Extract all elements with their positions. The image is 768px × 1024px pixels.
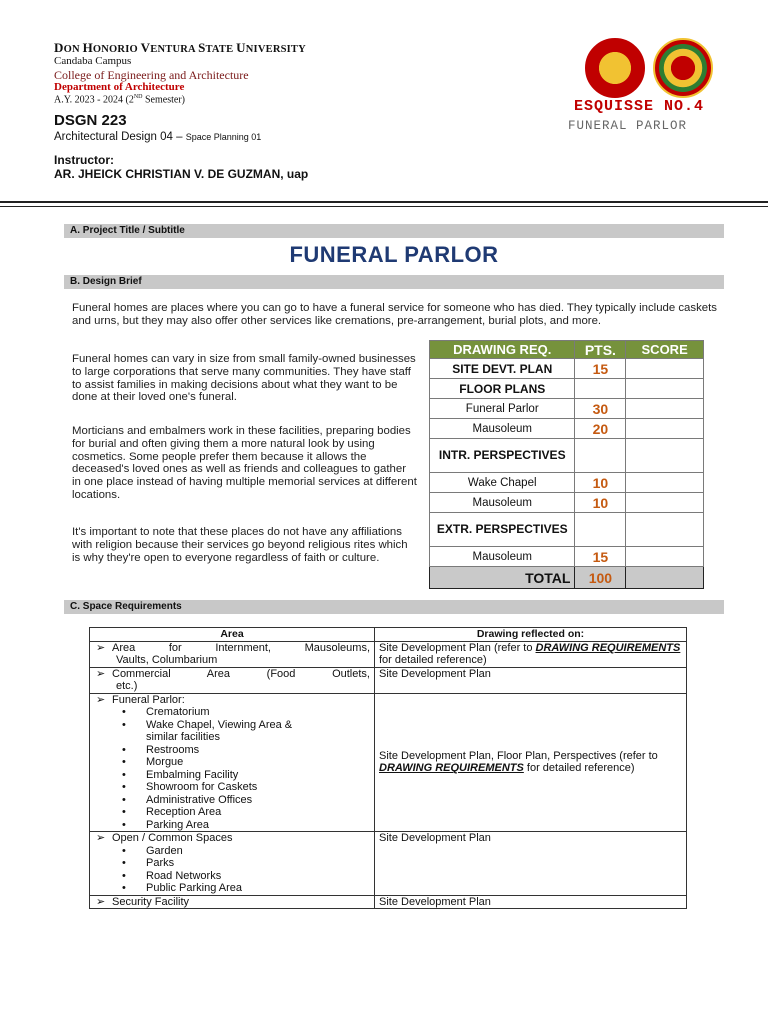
section-b-bar: B. Design Brief — [64, 275, 724, 289]
list-item: • Embalming Facility — [94, 769, 370, 782]
brief-paragraph-1: Funeral homes are places where you can go to have a funeral service for someone who has died. They typically include caskets and urns, but they may also offer other services like cremations, pre-arrangement, burial plots, and more. — [72, 302, 717, 327]
list-item: • Wake Chapel, Viewing Area & — [94, 719, 370, 732]
project-title: FUNERAL PARLOR — [289, 242, 499, 267]
list-item-continued: similar facilities — [146, 731, 220, 743]
sr-row-drawing: Site Development Plan (refer to DRAWING REQUIREMENTS for detailed reference) — [375, 641, 687, 667]
arrow-icon: ➢ — [96, 667, 106, 680]
dr-row-score — [626, 547, 704, 567]
header-divider-thin — [0, 206, 768, 207]
list-item: • Administrative Offices — [94, 794, 370, 807]
dr-row-score — [626, 493, 704, 513]
brief-paragraph-3: Morticians and embalmers work in these facilities, preparing bodies for burial and often giving them a more natural look by using cosmetics. Some people prefer them because it allows the deceased's loved ones as well as friends and colleagues to gather in one place instead of having multiple memorial services at different locations. — [72, 425, 417, 501]
dr-row-label: Mausoleum — [430, 493, 575, 513]
sr-row-area: ➢ Area for Internment, Mausoleums, Vaults, Columbarium — [90, 641, 375, 667]
list-item: • Parking Area — [94, 819, 370, 832]
academic-year: A.Y. 2023 - 2024 (2ND Semester) — [54, 94, 185, 106]
dr-header-pts: PTS. — [575, 341, 626, 359]
dr-row-pts — [575, 379, 626, 399]
sr-row-area: ➢ Security Facility — [90, 895, 375, 909]
sr-row-area: ➢ Open / Common Spaces • Garden • Parks • Road Networks • Public Parking Area — [90, 832, 375, 896]
dr-row-label: Wake Chapel — [430, 473, 575, 493]
course-title: Architectural Design 04 – Space Planning 01 — [54, 131, 262, 143]
dr-row-pts: 10 — [575, 493, 626, 513]
dr-row-score — [626, 419, 704, 439]
space-requirements-table — [89, 627, 687, 909]
dr-row-score — [626, 359, 704, 379]
college: College of Engineering and Architecture — [54, 68, 249, 82]
sr-row-drawing: Site Development Plan — [375, 832, 687, 896]
arrow-icon: ➢ — [96, 832, 106, 844]
dr-row-label: Mausoleum — [430, 547, 575, 567]
sr-header-drawing: Drawing reflected on: — [375, 628, 687, 642]
esquisse-subtitle: FUNERAL PARLOR — [568, 119, 688, 133]
brief-paragraph-4: It's important to note that these places do not have any affiliations with religion because their services go beyond religious rites which is why they're open to everyone regardless of faith or culture. — [72, 526, 408, 564]
university-name: DON HONORIO VENTURA STATE UNIVERSITY — [54, 40, 306, 55]
dr-row-score — [626, 513, 704, 547]
campus: Candaba Campus — [54, 55, 132, 67]
list-item: • Road Networks — [94, 870, 370, 883]
list-item: • Morgue — [94, 756, 370, 769]
brief-paragraph-2: Funeral homes can vary in size from small family-owned businesses to large corporations that serve many communities. They have staff to assist families in making decisions about what they want to be done at their loved one's funeral. — [72, 353, 416, 404]
dr-row-label: Mausoleum — [430, 419, 575, 439]
university-seal-icon — [653, 38, 713, 98]
dr-total-label: TOTAL — [430, 567, 575, 589]
dr-row-label: FLOOR PLANS — [430, 379, 575, 399]
dr-row-score — [626, 379, 704, 399]
instructor-label: Instructor: — [54, 153, 114, 167]
list-item: • Public Parking Area — [94, 882, 370, 895]
dr-total-pts: 100 — [575, 567, 626, 589]
drawing-requirements-table — [429, 340, 704, 589]
section-c-bar: C. Space Requirements — [64, 600, 724, 614]
sr-row-area: ➢ Funeral Parlor: • Crematorium • Wake Chapel, Viewing Area & similar facilities • Restrooms • Morgue • Embalming Facility • Showroom for Caskets • Administrative Offices • Reception Area • Parking Area — [90, 693, 375, 832]
section-a-bar: A. Project Title / Subtitle — [64, 224, 724, 238]
dr-row-pts: 30 — [575, 399, 626, 419]
list-item: • Garden — [94, 845, 370, 858]
dr-row-pts — [575, 439, 626, 473]
dr-row-score — [626, 439, 704, 473]
course-code: DSGN 223 — [54, 112, 127, 129]
dr-row-pts: 10 — [575, 473, 626, 493]
dr-row-pts: 15 — [575, 359, 626, 379]
sr-row-drawing: Site Development Plan — [375, 895, 687, 909]
dr-row-score — [626, 473, 704, 493]
header-divider — [0, 201, 768, 203]
dr-row-label: SITE DEVT. PLAN — [430, 359, 575, 379]
sr-row-area: ➢ Commercial Area (Food Outlets, etc.) — [90, 667, 375, 693]
list-item: • Showroom for Caskets — [94, 781, 370, 794]
esquisse-number: ESQUISSE NO.4 — [574, 98, 705, 115]
instructor-name: AR. JHEICK CHRISTIAN V. DE GUZMAN, uap — [54, 167, 309, 181]
college-seal-icon — [585, 38, 645, 98]
dr-row-pts — [575, 513, 626, 547]
list-item: • Parks — [94, 857, 370, 870]
list-item: • Restrooms — [94, 744, 370, 757]
arrow-icon: ➢ — [96, 895, 106, 908]
dr-row-label: INTR. PERSPECTIVES — [430, 439, 575, 473]
dr-header-drawing: DRAWING REQ. — [430, 341, 575, 359]
dr-row-label: Funeral Parlor — [430, 399, 575, 419]
dr-row-pts: 15 — [575, 547, 626, 567]
list-item: • Reception Area — [94, 806, 370, 819]
dr-header-score: SCORE — [626, 341, 704, 359]
dr-row-score — [626, 399, 704, 419]
sr-header-area: Area — [90, 628, 375, 642]
arrow-icon: ➢ — [96, 693, 106, 706]
dr-row-label: EXTR. PERSPECTIVES — [430, 513, 575, 547]
sr-row-drawing: Site Development Plan — [375, 667, 687, 693]
sr-row-drawing: Site Development Plan, Floor Plan, Perspectives (refer to DRAWING REQUIREMENTS for detailed reference) — [375, 693, 687, 832]
dr-total-score — [626, 567, 704, 589]
list-item: • Crematorium — [94, 706, 370, 719]
department: Department of Architecture — [54, 81, 185, 93]
dr-row-pts: 20 — [575, 419, 626, 439]
arrow-icon: ➢ — [96, 641, 106, 654]
